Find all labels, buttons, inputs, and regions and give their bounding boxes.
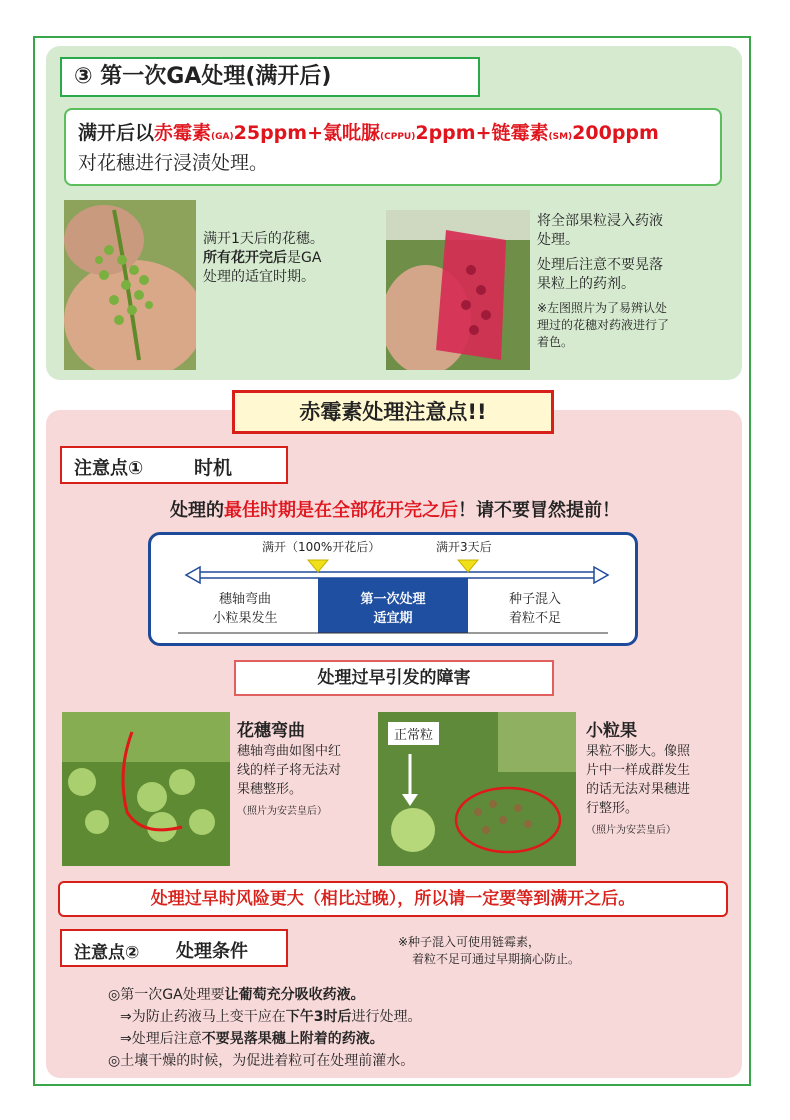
condition-1-a: ◎第一次GA处理要 xyxy=(108,987,225,1003)
late-effects xyxy=(480,590,590,628)
caption-right-note2: 理过的花穗对药液进行了 xyxy=(537,318,670,332)
small-fruit-l2: 片中一样成群发生 xyxy=(586,763,691,778)
caption-left-bold: 所有花开完后 xyxy=(203,250,287,266)
caption-left-line1: 满开1天后的花穗。 xyxy=(203,231,324,247)
point1-label-box xyxy=(60,446,288,484)
condition-3-b: 不要晃落果穗上附着的药液。 xyxy=(201,1031,384,1047)
risk-warning: 处理过早时风险更大（相比过晚），所以请一定要等到满开之后。 xyxy=(58,881,728,917)
caption-right-p2b: 果粒上的药剂。 xyxy=(537,276,635,292)
optimal-period xyxy=(318,590,468,628)
point2-note2: 着粒不足可通过早期摘心防止。 xyxy=(412,952,581,966)
condition-3-a: ⇒处理后注意 xyxy=(120,1031,202,1047)
early-problems-title: 处理过早引发的障害 xyxy=(234,660,554,696)
caption-left-line2 xyxy=(203,249,373,268)
instruction-prefix: 满开后以 xyxy=(78,122,155,144)
conditions-list xyxy=(108,984,708,1072)
marker-3-days: 满开3天后 xyxy=(436,540,492,554)
optimal-period-l1: 第一次处理 xyxy=(360,592,426,607)
early-effect-2: 小粒果发生 xyxy=(212,611,278,626)
small-fruit-l4: 行整形。 xyxy=(586,801,639,816)
bent-cluster-note: （照片为安芸皇后） xyxy=(237,806,327,817)
marker-full-bloom: 满开（100%开花后） xyxy=(262,540,381,554)
point1-headline xyxy=(60,496,730,522)
bent-cluster-text xyxy=(237,742,341,821)
small-fruit-text xyxy=(586,742,690,840)
ga-conc: 25ppm+ xyxy=(233,122,323,144)
bent-cluster-l2: 线的样子将无法对 xyxy=(237,763,342,778)
caption-right-p1b: 处理。 xyxy=(537,232,579,248)
caution-banner: 赤霉素处理注意点!! xyxy=(232,390,554,434)
early-effects xyxy=(190,590,300,628)
bent-cluster-l3: 果穗整形。 xyxy=(237,782,303,797)
caption-right-p1a: 将全部果粒浸入药液 xyxy=(537,213,663,229)
sm-name: 链霉素 xyxy=(491,122,549,144)
dipping-photo xyxy=(386,210,530,370)
point2-label-box xyxy=(60,929,288,967)
normal-fruit-label: 正常粒 xyxy=(388,722,439,745)
small-fruit-note: （照片为安芸皇后） xyxy=(586,825,676,836)
section-title: ③ 第一次GA处理(满开后) xyxy=(60,57,480,97)
headline-b: ！请不要冒然提前！ xyxy=(458,500,620,521)
early-effect-1: 穗轴弯曲 xyxy=(218,592,271,607)
condition-4: ◎土壤干燥的时候，为促进着粒可在处理前灌水。 xyxy=(108,1053,415,1069)
condition-2-c: 进行处理。 xyxy=(351,1009,422,1025)
optimal-period-l2: 适宜期 xyxy=(373,611,413,626)
caption-left xyxy=(203,230,373,287)
timing-diagram-graphics xyxy=(148,532,638,646)
point2-label: 注意点② xyxy=(74,943,140,963)
headline-red: 最佳时期是在全部花开完之后 xyxy=(224,500,458,521)
caption-right-note3: 着色。 xyxy=(537,335,574,349)
sm-abbr: (SM) xyxy=(548,132,573,142)
late-effect-1: 种子混入 xyxy=(508,592,561,607)
condition-2 xyxy=(108,1006,708,1028)
condition-3 xyxy=(108,1028,708,1050)
cppu-abbr: (CPPU) xyxy=(380,132,416,142)
ga-abbr: (GA) xyxy=(211,132,234,142)
point1-label: 注意点① xyxy=(74,458,144,479)
headline-a: 处理的 xyxy=(170,500,224,521)
point1-title: 时机 xyxy=(194,457,233,479)
point2-title: 处理条件 xyxy=(176,941,248,962)
caption-right-note1: ※左图照片为了易辨认处 xyxy=(537,301,668,315)
small-fruit-title: 小粒果 xyxy=(586,721,637,741)
small-fruit-l1: 果粒不膨大。像照 xyxy=(586,744,691,759)
small-fruit-l3: 的话无法对果穗进 xyxy=(586,782,691,797)
flower-cluster-photo xyxy=(64,200,196,370)
bent-cluster-title: 花穗弯曲 xyxy=(237,721,305,741)
cppu-name: 氯吡脲 xyxy=(322,122,380,144)
instruction-line1 xyxy=(78,120,708,150)
point2-note xyxy=(398,934,580,968)
late-effect-2: 着粒不足 xyxy=(508,611,561,626)
condition-1-b: 让葡萄充分吸收药液。 xyxy=(224,987,365,1003)
point2-note1: ※种子混入可使用链霉素， xyxy=(398,935,541,949)
bent-cluster-photo xyxy=(62,712,230,866)
condition-2-a: ⇒为防止药液马上变干应在 xyxy=(120,1009,286,1025)
condition-2-b: 下午3时后 xyxy=(285,1009,352,1025)
sm-conc: 200ppm xyxy=(572,122,659,144)
caption-left-rest: 是GA xyxy=(287,250,322,266)
instruction-line2: 对花穗进行浸渍处理。 xyxy=(78,152,269,174)
bent-cluster-l1: 穗轴弯曲如图中红 xyxy=(237,744,342,759)
condition-1 xyxy=(108,984,708,1006)
ga-name: 赤霉素 xyxy=(154,122,212,144)
caption-left-line3: 处理的适宜时期。 xyxy=(203,269,315,285)
caption-right xyxy=(537,212,712,351)
caption-right-p2a: 处理后注意不要晃落 xyxy=(537,257,663,273)
instruction-box xyxy=(64,108,722,186)
cppu-conc: 2ppm+ xyxy=(415,122,492,144)
